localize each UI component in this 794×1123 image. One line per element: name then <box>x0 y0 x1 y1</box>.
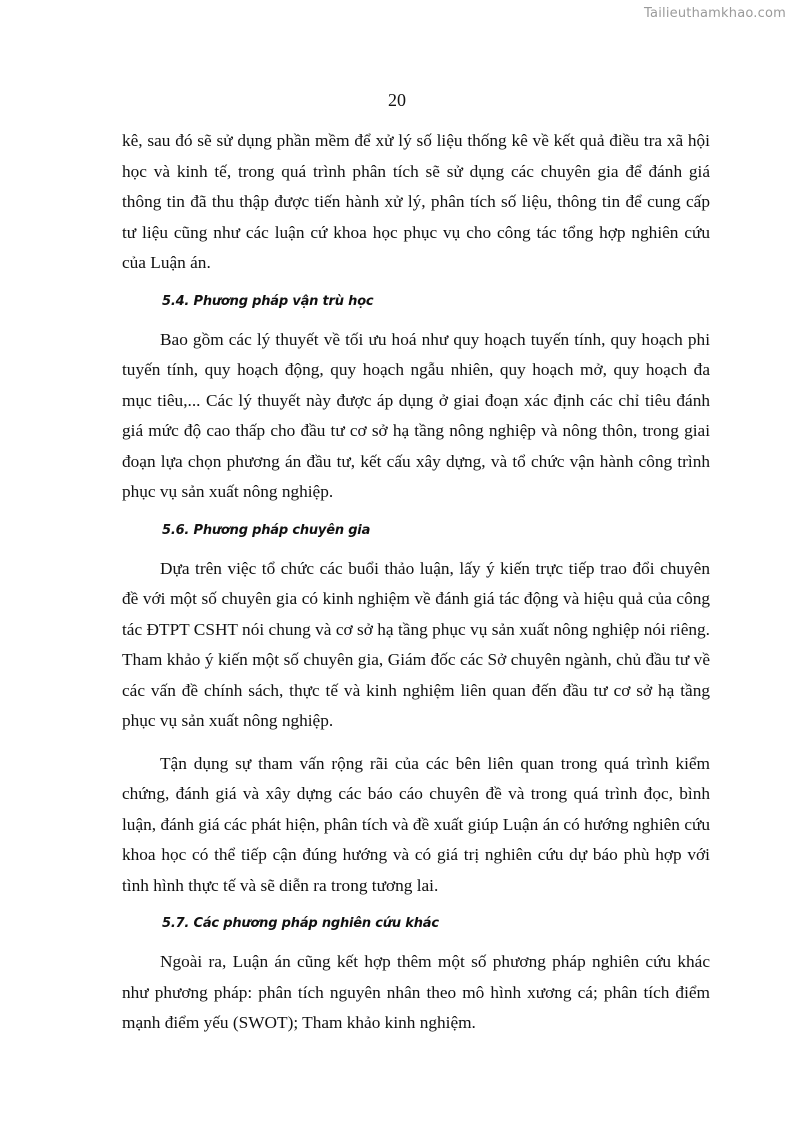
section-heading-5-7: 5.7. Các phương pháp nghiên cứu khác <box>162 916 439 931</box>
paragraph-other-methods: Ngoài ra, Luận án cũng kết hợp thêm một số phương pháp nghiên cứu khác như phương pháp: phân tích nguyên nhân theo mô hình xương cá; phân tích điểm mạnh điểm yếu (SWOT); Tham khảo kinh nghiệm. <box>122 952 710 1032</box>
section-heading-5-4: 5.4. Phương pháp vận trù học <box>162 293 374 309</box>
watermark: Tailieuthamkhao.com <box>644 6 786 21</box>
paragraph-operations-research: Bao gồm các lý thuyết về tối ưu hoá như quy hoạch tuyến tính, quy hoạch phi tuyến tính, quy hoạch động, quy hoạch ngẫu nhiên, quy hoạch mở, quy hoạch đa mục tiêu,... Các lý thuyết này được áp dụng ở giai đoạn xác định các chỉ tiêu đánh giá mức độ cao thấp cho đầu tư cơ sở hạ tầng nông nghiệp và nông thôn, trong giai đoạn lựa chọn phương án đầu tư, kết cấu xây dựng, và tổ chức vận hành công trình phục vụ sản xuất nông nghiệp. <box>122 329 710 501</box>
page-number: 20 <box>388 90 406 110</box>
section-heading-5-6: 5.6. Phương pháp chuyên gia <box>162 522 371 538</box>
paragraph-consultation: Tận dụng sự tham vấn rộng rãi của các bên liên quan trong quá trình kiểm chứng, đánh giá và xây dựng các báo cáo chuyên đề và trong quá trình đọc, bình luận, đánh giá các phát hiện, phân tích và đề xuất giúp Luận án có hướng nghiên cứu khoa học có thể tiếp cận đúng hướng và có giá trị nghiên cứu dự báo phù hợp với tình hình thực tế và sẽ diễn ra trong tương lai. <box>122 753 710 895</box>
paragraph-continuation: kê, sau đó sẽ sử dụng phần mềm để xử lý số liệu thống kê về kết quả điều tra xã hội học và kinh tế, trong quá trình phân tích sẽ sử dụng các chuyên gia để đánh giá thông tin đã thu thập được tiến hành xử lý, phân tích số liệu, thông tin để cung cấp tư liệu cũng như các luận cứ khoa học phục vụ cho công tác tổng hợp nghiên cứu của Luận án. <box>122 131 710 272</box>
paragraph-expert-method: Dựa trên việc tổ chức các buổi thảo luận, lấy ý kiến trực tiếp trao đổi chuyên đề với một số chuyên gia có kinh nghiệm về đánh giá tác động và hiệu quả của công tác ĐTPT CSHT nói chung và cơ sở hạ tầng phục vụ sản xuất nông nghiệp nói riêng. Tham khảo ý kiến một số chuyên gia, Giám đốc các Sở chuyên ngành, chủ đầu tư về các vấn đề chính sách, thực tế và kinh nghiệm liên quan đến đầu tư cơ sở hạ tầng phục vụ sản xuất nông nghiệp. <box>122 558 710 730</box>
document-body <box>122 126 710 1051</box>
